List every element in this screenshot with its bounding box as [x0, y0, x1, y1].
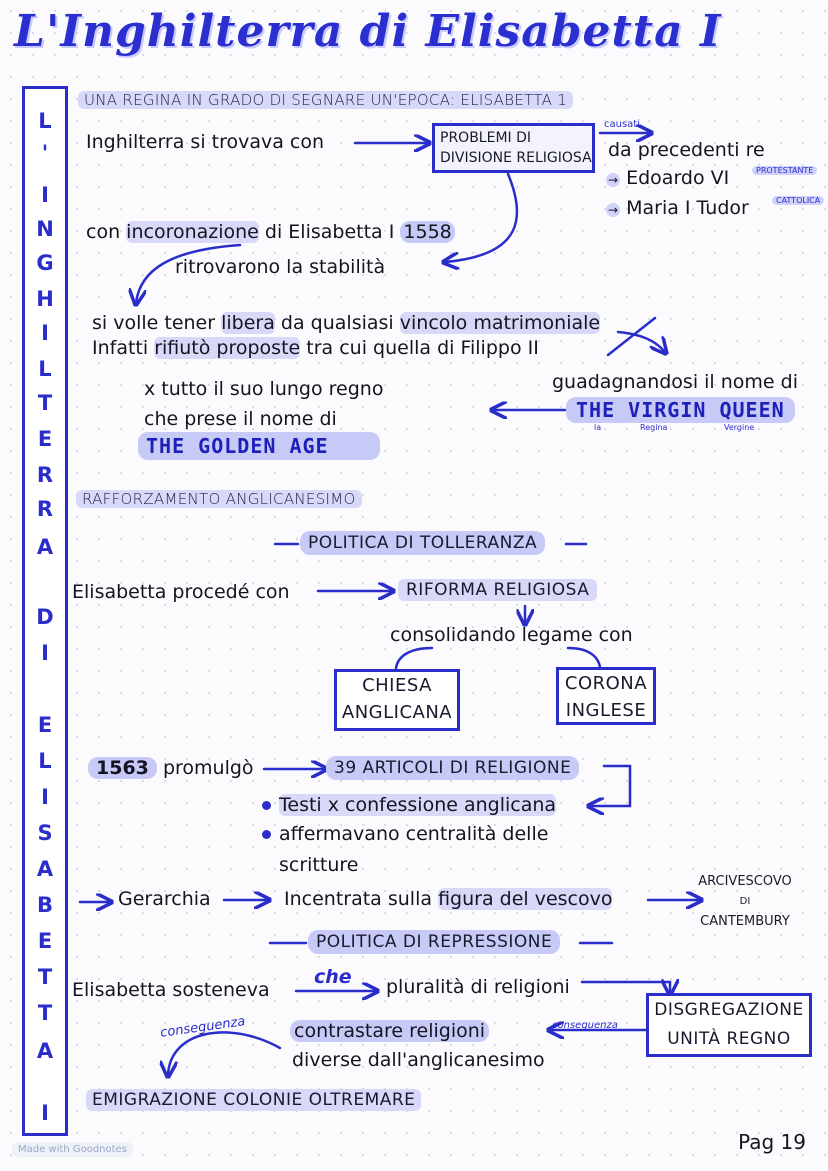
sidebar-letter: I [41, 641, 49, 665]
text-line: pluralità di religioni [386, 976, 570, 998]
text-highlight: contrastare religioni [290, 1020, 489, 1042]
sidebar-letter: E [37, 929, 53, 953]
bullet-item [262, 794, 556, 816]
text-fragment: di Elisabetta I [264, 221, 395, 243]
text-line [88, 757, 254, 779]
text-line: Inghilterra si trovava con [86, 131, 325, 153]
bullet-item [262, 823, 548, 845]
page-title: L'Inghilterra di Elisabetta I [14, 6, 722, 57]
sidebar-letter: I [41, 321, 49, 345]
box-line: ANGLICANA [341, 702, 453, 723]
sidebar-letter: E [37, 713, 53, 737]
text-fragment: da qualsiasi [280, 312, 394, 334]
text-line: da precedenti re [608, 139, 765, 161]
arrow-problems-to-stability [445, 174, 517, 262]
sidebar-letter: G [36, 251, 54, 275]
text-highlight: incoronazione [126, 221, 259, 243]
bullet-text: affermavano centralità delle [279, 823, 549, 845]
bullet-text: Testi x confessione anglicana [279, 794, 557, 816]
text-line [92, 337, 539, 359]
text-line: guadagnandosi il nome di [552, 371, 798, 393]
sidebar-letter: I [41, 1101, 49, 1125]
repression-label: POLITICA DI REPRESSIONE [308, 930, 560, 954]
text-line: Elisabetta procedé con [72, 581, 290, 603]
text-highlight: vincolo matrimoniale [399, 312, 601, 334]
sidebar-letter: N [36, 217, 54, 241]
arrow-articles-bracket [590, 766, 630, 806]
sidebar-letter: L [38, 357, 52, 381]
arrow-icon: → [608, 173, 619, 187]
crown-box [556, 667, 656, 725]
disgregation-box [646, 993, 812, 1057]
consequence-note: conseguenza [552, 1020, 618, 1031]
text-highlight: libera [221, 312, 275, 334]
sidebar-letter: H [36, 287, 54, 311]
text-line: ritrovarono la stabilità [175, 256, 386, 278]
text-highlight: rifiutò proposte [154, 337, 301, 359]
sidebar-letter: D [36, 605, 54, 629]
box-line: UNITÀ REGNO [667, 1029, 791, 1049]
note-line: DI [739, 896, 751, 907]
box-line: DIVISIONE RELIGIOSA [440, 150, 592, 166]
sidebar-letter: ' [41, 141, 49, 165]
reform-label: RIFORMA RELIGIOSA [398, 579, 597, 601]
text-line: diverse dall'anglicanesimo [292, 1049, 545, 1071]
tag-badge: CATTOLICA [772, 196, 824, 205]
king-item [606, 167, 729, 189]
text-fragment: tra cui quella di Filippo II [306, 337, 539, 359]
sidebar-letter: T [37, 1001, 53, 1025]
articles-label: 39 ARTICOLI DI RELIGIONE [326, 756, 579, 780]
sidebar-letter: A [36, 857, 54, 881]
archbishop-note [696, 870, 794, 934]
text-line: consolidando legame con [390, 624, 633, 646]
box-line: INGLESE [565, 700, 647, 721]
text-fragment: Incentrata sulla [284, 888, 433, 910]
sidebar-letter: T [37, 965, 53, 989]
arrow-icon: → [608, 203, 619, 217]
text-line [92, 312, 600, 334]
sidebar-letter: S [37, 821, 53, 845]
text-highlight: figura del vescovo [438, 888, 613, 910]
text-line [284, 888, 612, 910]
page-number: Pag 19 [738, 1130, 806, 1154]
year-highlight: 1563 [88, 757, 157, 779]
text-line: Gerarchia [118, 888, 211, 910]
text-line: x tutto il suo lungo regno [144, 378, 384, 400]
sidebar-letter: R [36, 497, 54, 521]
text-fragment: con [86, 221, 121, 243]
consequence-note: conseguenza [159, 1014, 247, 1041]
bullet-icon [262, 830, 271, 839]
sidebar-letter: I [41, 785, 49, 809]
text-line [86, 221, 455, 243]
box-line: DISGREGAZIONE [654, 1000, 804, 1020]
tag-badge: PROTESTANTE [752, 166, 817, 175]
che-note: che [314, 966, 352, 988]
king-name: Maria I Tudor [626, 197, 749, 219]
note-line: ARCIVESCOVO [698, 874, 792, 889]
text-line: scritture [279, 854, 359, 876]
text-fragment: promulgò [162, 757, 254, 779]
problems-box [432, 123, 595, 173]
text-line: che prese il nome di [144, 408, 337, 430]
sidebar-letter: R [36, 463, 54, 487]
sidebar-letter: T [37, 391, 53, 415]
line-to-church [396, 648, 432, 668]
box-line: PROBLEMI DI [440, 130, 532, 146]
text-line [290, 1020, 489, 1042]
note-causati: causati [604, 119, 641, 130]
king-item [606, 197, 749, 219]
sidebar-letter: I [41, 183, 49, 207]
sidebar-letter: B [36, 893, 53, 917]
made-with-badge: Made with Goodnotes [12, 1142, 133, 1157]
emigration-label: EMIGRAZIONE COLONIE OLTREMARE [86, 1089, 421, 1111]
church-box [334, 669, 460, 731]
sidebar-letter: A [36, 1039, 54, 1063]
note-line: CANTEMBURY [700, 914, 790, 929]
text-line: Elisabetta sosteneva [72, 979, 270, 1001]
sidebar-letter: A [36, 535, 54, 559]
section-heading: UNA REGINA IN GRADO DI SEGNARE UN'EPOCA: ELISABETTA 1 [78, 91, 573, 109]
translation-note: Regina [640, 423, 668, 432]
text-fragment: Infatti [92, 337, 149, 359]
tolerance-label: POLITICA DI TOLLERANZA [300, 531, 545, 555]
sidebar-letter: L [38, 749, 52, 773]
virgin-queen-label: THE VIRGIN QUEEN [566, 397, 795, 423]
arrow-strike [608, 318, 655, 355]
section-heading: RAFFORZAMENTO ANGLICANESIMO [76, 490, 362, 508]
king-name: Edoardo VI [626, 167, 730, 189]
arrow-consequence-emigration [168, 1032, 280, 1075]
line-to-crown [568, 648, 600, 667]
translation-note: Vergine [724, 423, 755, 432]
translation-note: la [594, 423, 602, 432]
sidebar-letter: E [37, 427, 53, 451]
bullet-icon [262, 801, 271, 810]
box-line: CHIESA [362, 675, 432, 696]
box-line: CORONA [564, 673, 648, 694]
sidebar-letter: L [38, 109, 52, 133]
arrow-to-disgregation [582, 982, 670, 993]
text-fragment: si volle tener [92, 312, 216, 334]
year-highlight: 1558 [400, 221, 454, 243]
golden-age-label: THE GOLDEN AGE [138, 432, 380, 460]
